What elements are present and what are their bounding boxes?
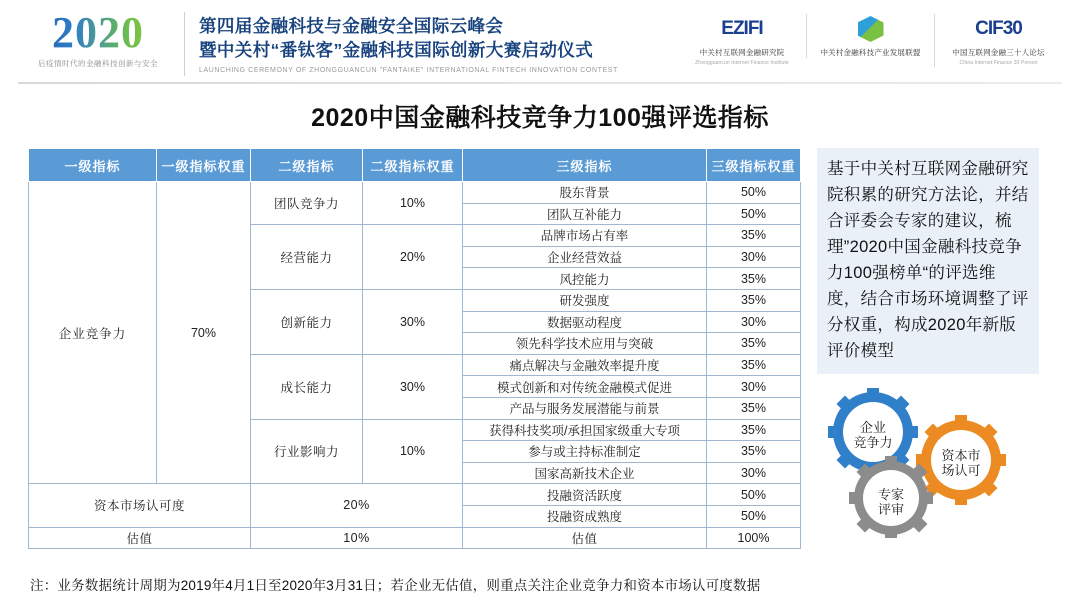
methodology-note: 基于中关村互联网金融研究院积累的研究方法论，并结合评委会专家的建议，梳理”2020中国金融科技竞争力100强榜单“的评选维度，结合市场环境调整了评分权重，构成2020年新版评价模型 [817, 148, 1039, 374]
organizer-ezifi-name-en: Zhongguancun Internet Finance Institute [695, 60, 789, 66]
indicator-table [28, 148, 801, 549]
table-row [29, 182, 801, 204]
level2-name-2: 创新能力 [251, 289, 363, 354]
col-level3: 三级指标 [463, 149, 707, 182]
level3-name: 痛点解决与金融效率提升度 [463, 354, 707, 376]
level3-name: 股东背景 [463, 182, 707, 204]
col-level1-weight: 一级指标权重 [157, 149, 251, 182]
organizer-ezifi [678, 14, 806, 67]
event-title-line1: 第四届金融科技与金融安全国际云峰会 [199, 16, 504, 36]
level3-weight: 50% [707, 182, 801, 204]
main-content [0, 134, 1080, 549]
event-title-english: LAUNCHING CEREMONY OF ZHONGGUANCUN "FANTAIKE" INTERNATIONAL FINTECH INNOVATION CONTEST [199, 67, 618, 74]
level3-weight: 50% [707, 505, 801, 527]
level2-name-4: 行业影响力 [251, 419, 363, 484]
organizer-ezifi-name: 中关村互联网金融研究院 [699, 48, 785, 57]
cube-logo-icon [813, 14, 928, 44]
level3-weight: 35% [707, 225, 801, 247]
level3-name: 领先科学技术应用与突破 [463, 333, 707, 355]
level3-name: 参与或主持标准制定 [463, 441, 707, 463]
level3-name: 数据驱动程度 [463, 311, 707, 333]
col-level2-weight: 二级指标权重 [363, 149, 463, 182]
level2-weight-4: 10% [363, 419, 463, 484]
level1-weight-0: 70% [157, 182, 251, 484]
gear-label-expert: 专家 评审 [877, 487, 904, 517]
level3-weight: 100% [707, 527, 801, 549]
table-row [29, 527, 801, 549]
level3-name: 品牌市场占有率 [463, 225, 707, 247]
level3-weight: 50% [707, 484, 801, 506]
level2-name-0: 团队竞争力 [251, 182, 363, 225]
level3-weight: 35% [707, 268, 801, 290]
level3-name: 投融资活跃度 [463, 484, 707, 506]
level2-weight-3: 30% [363, 354, 463, 419]
ezifi-logo-icon: EZIFI [721, 18, 763, 39]
event-logo [18, 8, 178, 69]
level3-name: 产品与服务发展潜能与前景 [463, 397, 707, 419]
level3-weight: 30% [707, 246, 801, 268]
footnote: 注：业务数据统计周期为2019年4月1日至2020年3月31日；若企业无估值，则重点关注企业竞争力和资本市场认可度数据 [30, 578, 761, 593]
organizer-alliance [806, 14, 934, 58]
level3-weight: 30% [707, 462, 801, 484]
level3-weight: 35% [707, 333, 801, 355]
level3-name: 估值 [463, 527, 707, 549]
gear-label-capital: 资本市 场认可 [941, 448, 981, 478]
organizer-cif30 [934, 14, 1062, 67]
level3-weight: 30% [707, 311, 801, 333]
level3-name: 模式创新和对传统金融模式促进 [463, 376, 707, 398]
level3-name: 风控能力 [463, 268, 707, 290]
level3-weight: 50% [707, 203, 801, 225]
organizer-alliance-name: 中关村金融科技产业发展联盟 [820, 48, 921, 57]
organizer-cif30-name-en: China Internet Finance 30 Person [959, 60, 1038, 66]
level1-weight-1: 20% [251, 484, 463, 527]
page-title: 2020中国金融科技竞争力100强评选指标 [311, 104, 769, 132]
cif30-logo-icon: CIF30 [975, 18, 1022, 39]
level2-weight-2: 30% [363, 289, 463, 354]
table-row [29, 484, 801, 506]
level3-name: 国家高新技术企业 [463, 462, 707, 484]
organizer-logos [678, 8, 1062, 67]
level3-weight: 30% [707, 376, 801, 398]
level3-name: 获得科技奖项/承担国家级重大专项 [463, 419, 707, 441]
col-level3-weight: 三级指标权重 [707, 149, 801, 182]
level3-name: 投融资成熟度 [463, 505, 707, 527]
level3-name: 企业经营效益 [463, 246, 707, 268]
header-divider [184, 12, 185, 76]
level3-name: 研发强度 [463, 289, 707, 311]
level3-weight: 35% [707, 397, 801, 419]
level2-name-3: 成长能力 [251, 354, 363, 419]
header-rule [18, 82, 1062, 84]
level1-name-0: 企业竞争力 [29, 182, 157, 484]
col-level2: 二级指标 [251, 149, 363, 182]
level3-weight: 35% [707, 419, 801, 441]
event-title-block [199, 8, 618, 74]
page-header [0, 0, 1080, 84]
gear-label-enterprise: 企业 竞争力 [853, 420, 893, 450]
level2-weight-1: 20% [363, 225, 463, 290]
level1-weight-2: 10% [251, 527, 463, 549]
table-header-row [29, 149, 801, 182]
level3-weight: 35% [707, 441, 801, 463]
logo-year: 2020 [18, 10, 178, 56]
level3-weight: 35% [707, 354, 801, 376]
gear-diagram [817, 388, 1039, 538]
level1-name-2: 估值 [29, 527, 251, 549]
logo-tagline: 后疫情时代的金融科技创新与安全 [38, 59, 158, 68]
level3-name: 团队互补能力 [463, 203, 707, 225]
level2-name-1: 经营能力 [251, 225, 363, 290]
event-title-line2: 暨中关村“番钛客”金融科技国际创新大赛启动仪式 [199, 40, 594, 60]
col-level1: 一级指标 [29, 149, 157, 182]
organizer-cif30-name: 中国互联网金融三十人论坛 [952, 48, 1045, 57]
level3-weight: 35% [707, 289, 801, 311]
level2-weight-0: 10% [363, 182, 463, 225]
level1-name-1: 资本市场认可度 [29, 484, 251, 527]
side-panel [817, 148, 1039, 549]
